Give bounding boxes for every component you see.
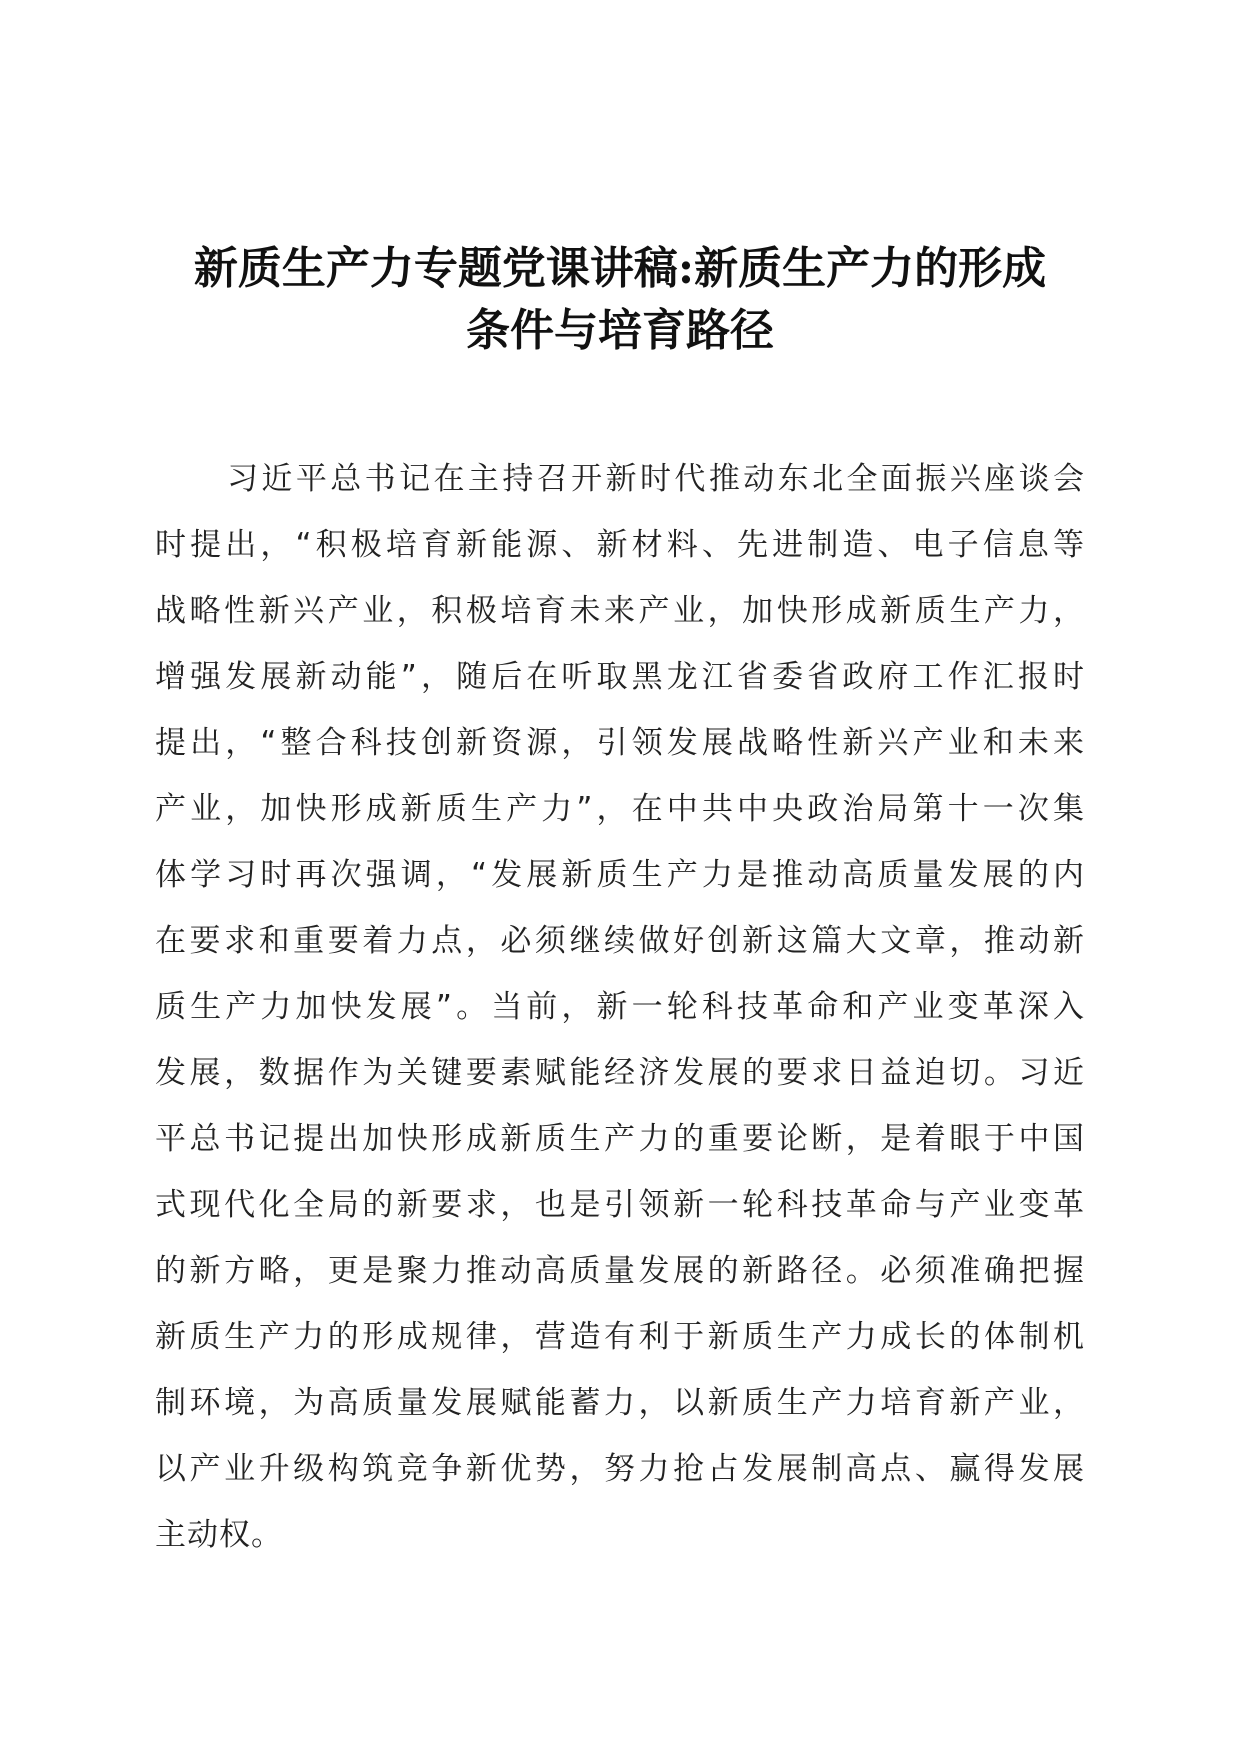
paragraph-line: 时提出，“积极培育新能源、新材料、先进制造、电子信息等: [155, 527, 1085, 563]
paragraph-line: 发展，数据作为关键要素赋能经济发展的要求日益迫切。习近: [155, 1055, 1085, 1091]
paragraph-line: 提出，“整合科技创新资源，引领发展战略性新兴产业和未来: [155, 725, 1085, 761]
title-line-1: 新质生产力专题党课讲稿:新质生产力的形成: [193, 243, 1047, 294]
paragraph-line: 在要求和重要着力点，必须继续做好创新这篇大文章，推动新: [155, 923, 1085, 959]
body-paragraph: [155, 446, 1085, 1568]
paragraph-line: 体学习时再次强调，“发展新质生产力是推动高质量发展的内: [155, 857, 1085, 893]
paragraph-line: 制环境，为高质量发展赋能蓄力，以新质生产力培育新产业，: [155, 1385, 1085, 1421]
document-title: [140, 238, 1100, 362]
paragraph-line: 增强发展新动能”，随后在听取黑龙江省委省政府工作汇报时: [155, 659, 1085, 695]
paragraph-line: 平总书记提出加快形成新质生产力的重要论断，是着眼于中国: [155, 1121, 1085, 1157]
paragraph-line: 产业，加快形成新质生产力”，在中共中央政治局第十一次集: [155, 791, 1085, 827]
paragraph-line: 战略性新兴产业，积极培育未来产业，加快形成新质生产力，: [155, 593, 1085, 629]
paragraph-line: 新质生产力的形成规律，营造有利于新质生产力成长的体制机: [155, 1319, 1085, 1355]
paragraph-line: 习近平总书记在主持召开新时代推动东北全面振兴座谈会: [227, 461, 1085, 497]
paragraph-line: 的新方略，更是聚力推动高质量发展的新路径。必须准确把握: [155, 1253, 1085, 1289]
paragraph-line: 式现代化全局的新要求，也是引领新一轮科技革命与产业变革: [155, 1187, 1085, 1223]
paragraph-line: 以产业升级构筑竞争新优势，努力抢占发展制高点、赢得发展: [155, 1451, 1085, 1487]
paragraph-line: 质生产力加快发展”。当前，新一轮科技革命和产业变革深入: [155, 989, 1085, 1025]
title-line-2: 条件与培育路径: [466, 305, 774, 356]
paragraph-line: 主动权。: [155, 1517, 283, 1553]
